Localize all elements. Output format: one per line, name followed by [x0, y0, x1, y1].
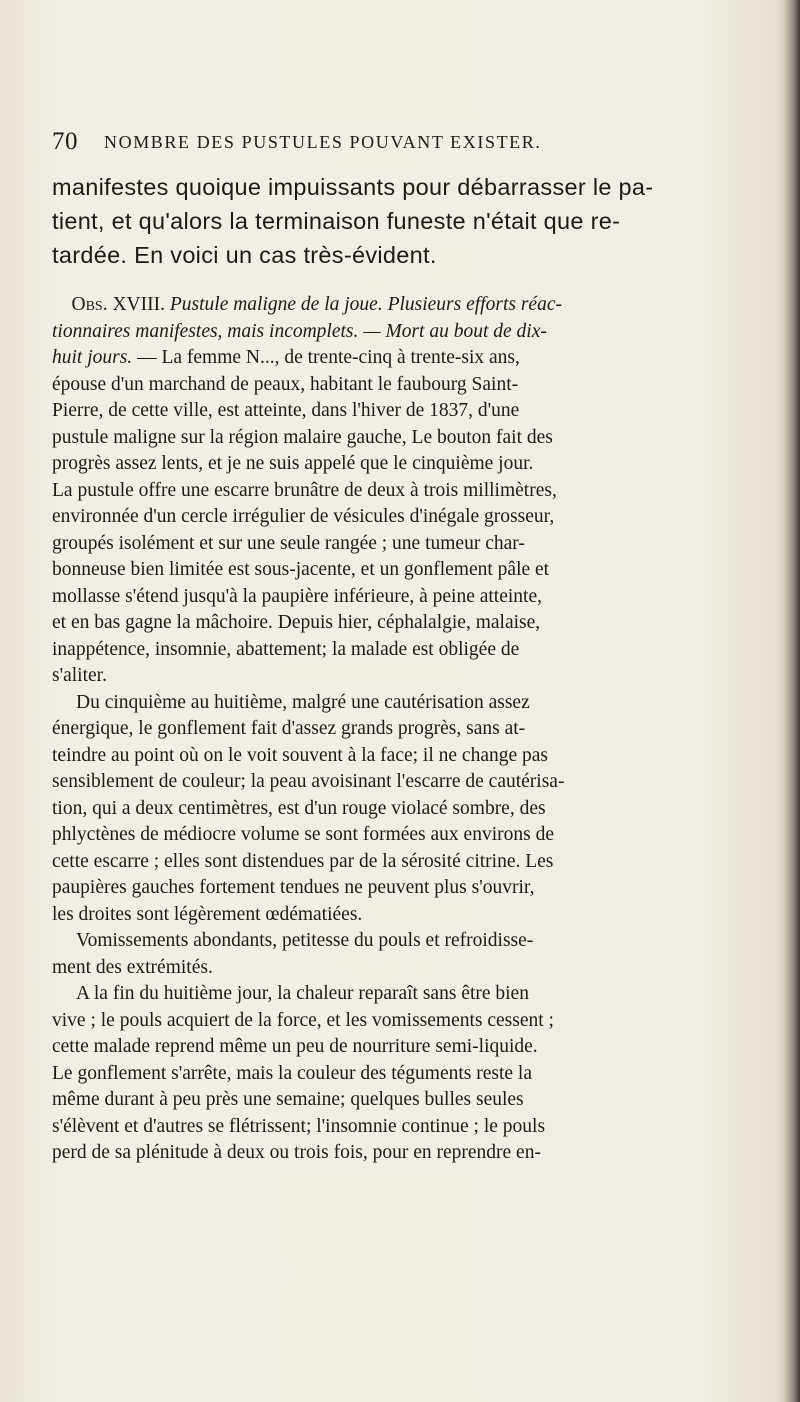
observation-title-line — [52, 345, 738, 372]
text-line: cette escarre ; elles sont distendues par de la sérosité citrine. Les — [52, 850, 554, 872]
text-line: Le gonflement s'arrête, mais la couleur des téguments reste la — [52, 1062, 532, 1084]
lead-line: tardée. En voici un cas très-évident. — [52, 242, 437, 268]
lead-line: tient, et qu'alors la terminaison funeste n'était que re- — [52, 208, 621, 234]
text-line: les droites sont légèrement œdématiées. — [52, 903, 363, 925]
text-line: La pustule offre une escarre brunâtre de deux à trois millimètres, — [52, 479, 557, 501]
observation-text-part: — La femme N..., de trente-cinq à trente-six ans, — [132, 347, 520, 368]
text-line: environnée d'un cercle irrégulier de vésicules d'inégale grosseur, — [52, 506, 555, 527]
text-line: et en bas gagne la mâchoire. Depuis hier, céphalalgie, malaise, — [52, 612, 541, 633]
text-line: s'aliter. — [52, 665, 107, 686]
lead-line: manifestes quoique impuissants pour débarrasser le pa- — [52, 174, 654, 200]
page-binding-edge — [784, 0, 800, 1402]
text-line: cette malade reprend même un peu de nourriture semi-liquide. — [52, 1036, 538, 1057]
observation-title-part: Pustule maligne de la joue. Plusieurs efforts réac- — [169, 294, 562, 315]
text-line: vive ; le pouls acquiert de la force, et les vomissements cessent ; — [52, 1009, 554, 1031]
lead-paragraph — [52, 170, 738, 272]
text-line: énergique, le gonflement fait d'assez grands progrès, sans at- — [52, 718, 526, 739]
text-line: tion, qui a deux centimètres, est d'un rouge violacé sombre, des — [52, 797, 546, 819]
text-line: épouse d'un marchand de peaux, habitant le faubourg Saint- — [52, 373, 519, 395]
observation-title-line: tionnaires manifestes, mais incomplets. — Mort au bout de dix- — [52, 320, 547, 342]
text-line: inappétence, insomnie, abattement; la malade est obligée de — [52, 638, 520, 660]
text-line: même durant à peu près une semaine; quelques bulles seules — [52, 1089, 524, 1110]
observation-paragraph — [52, 292, 738, 1167]
text-line: A la fin du huitième jour, la chaleur reparaît sans être bien — [76, 983, 529, 1004]
text-line: teindre au point où on le voit souvent à la face; il ne change pas — [52, 744, 549, 766]
text-block — [52, 170, 738, 1167]
observation-label: Obs. XVIII. — [71, 294, 165, 315]
text-line: pustule maligne sur la région malaire gauche, Le bouton fait des — [52, 426, 553, 448]
text-line: Du cinquième au huitième, malgré une cautérisation assez — [76, 691, 530, 713]
text-line: paupières gauches fortement tendues ne peuvent plus s'ouvrir, — [52, 877, 535, 898]
observation-heading-line — [52, 292, 738, 319]
running-head — [52, 128, 712, 160]
text-line: sensiblement de couleur; la peau avoisinant l'escarre de cautérisa- — [52, 771, 565, 792]
text-line: ment des extrémités. — [52, 956, 213, 978]
text-line: phlyctènes de médiocre volume se sont formées aux environs de — [52, 824, 554, 845]
text-line: perd de sa plénitude à deux ou trois fois, pour en reprendre en- — [52, 1142, 541, 1163]
text-line: bonneuse bien limitée est sous-jacente, et un gonflement pâle et — [52, 559, 550, 580]
text-line: mollasse s'étend jusqu'à la paupière inférieure, à peine atteinte, — [52, 585, 542, 607]
observation-title-part: huit jours. — [52, 347, 133, 368]
text-line: progrès assez lents, et je ne suis appelé que le cinquième jour. — [52, 453, 534, 474]
running-head-title: NOMBRE DES PUSTULES POUVANT EXISTER. — [104, 132, 542, 152]
text-line: s'élèvent et d'autres se flétrissent; l'insomnie continue ; le pouls — [52, 1115, 546, 1137]
page-number: 70 — [52, 128, 78, 155]
text-line: Pierre, de cette ville, est atteinte, dans l'hiver de 1837, d'une — [52, 400, 520, 421]
text-line: Vomissements abondants, petitesse du pouls et refroidisse- — [76, 930, 534, 951]
text-line: groupés isolément et sur une seule rangée ; une tumeur char- — [52, 532, 525, 554]
